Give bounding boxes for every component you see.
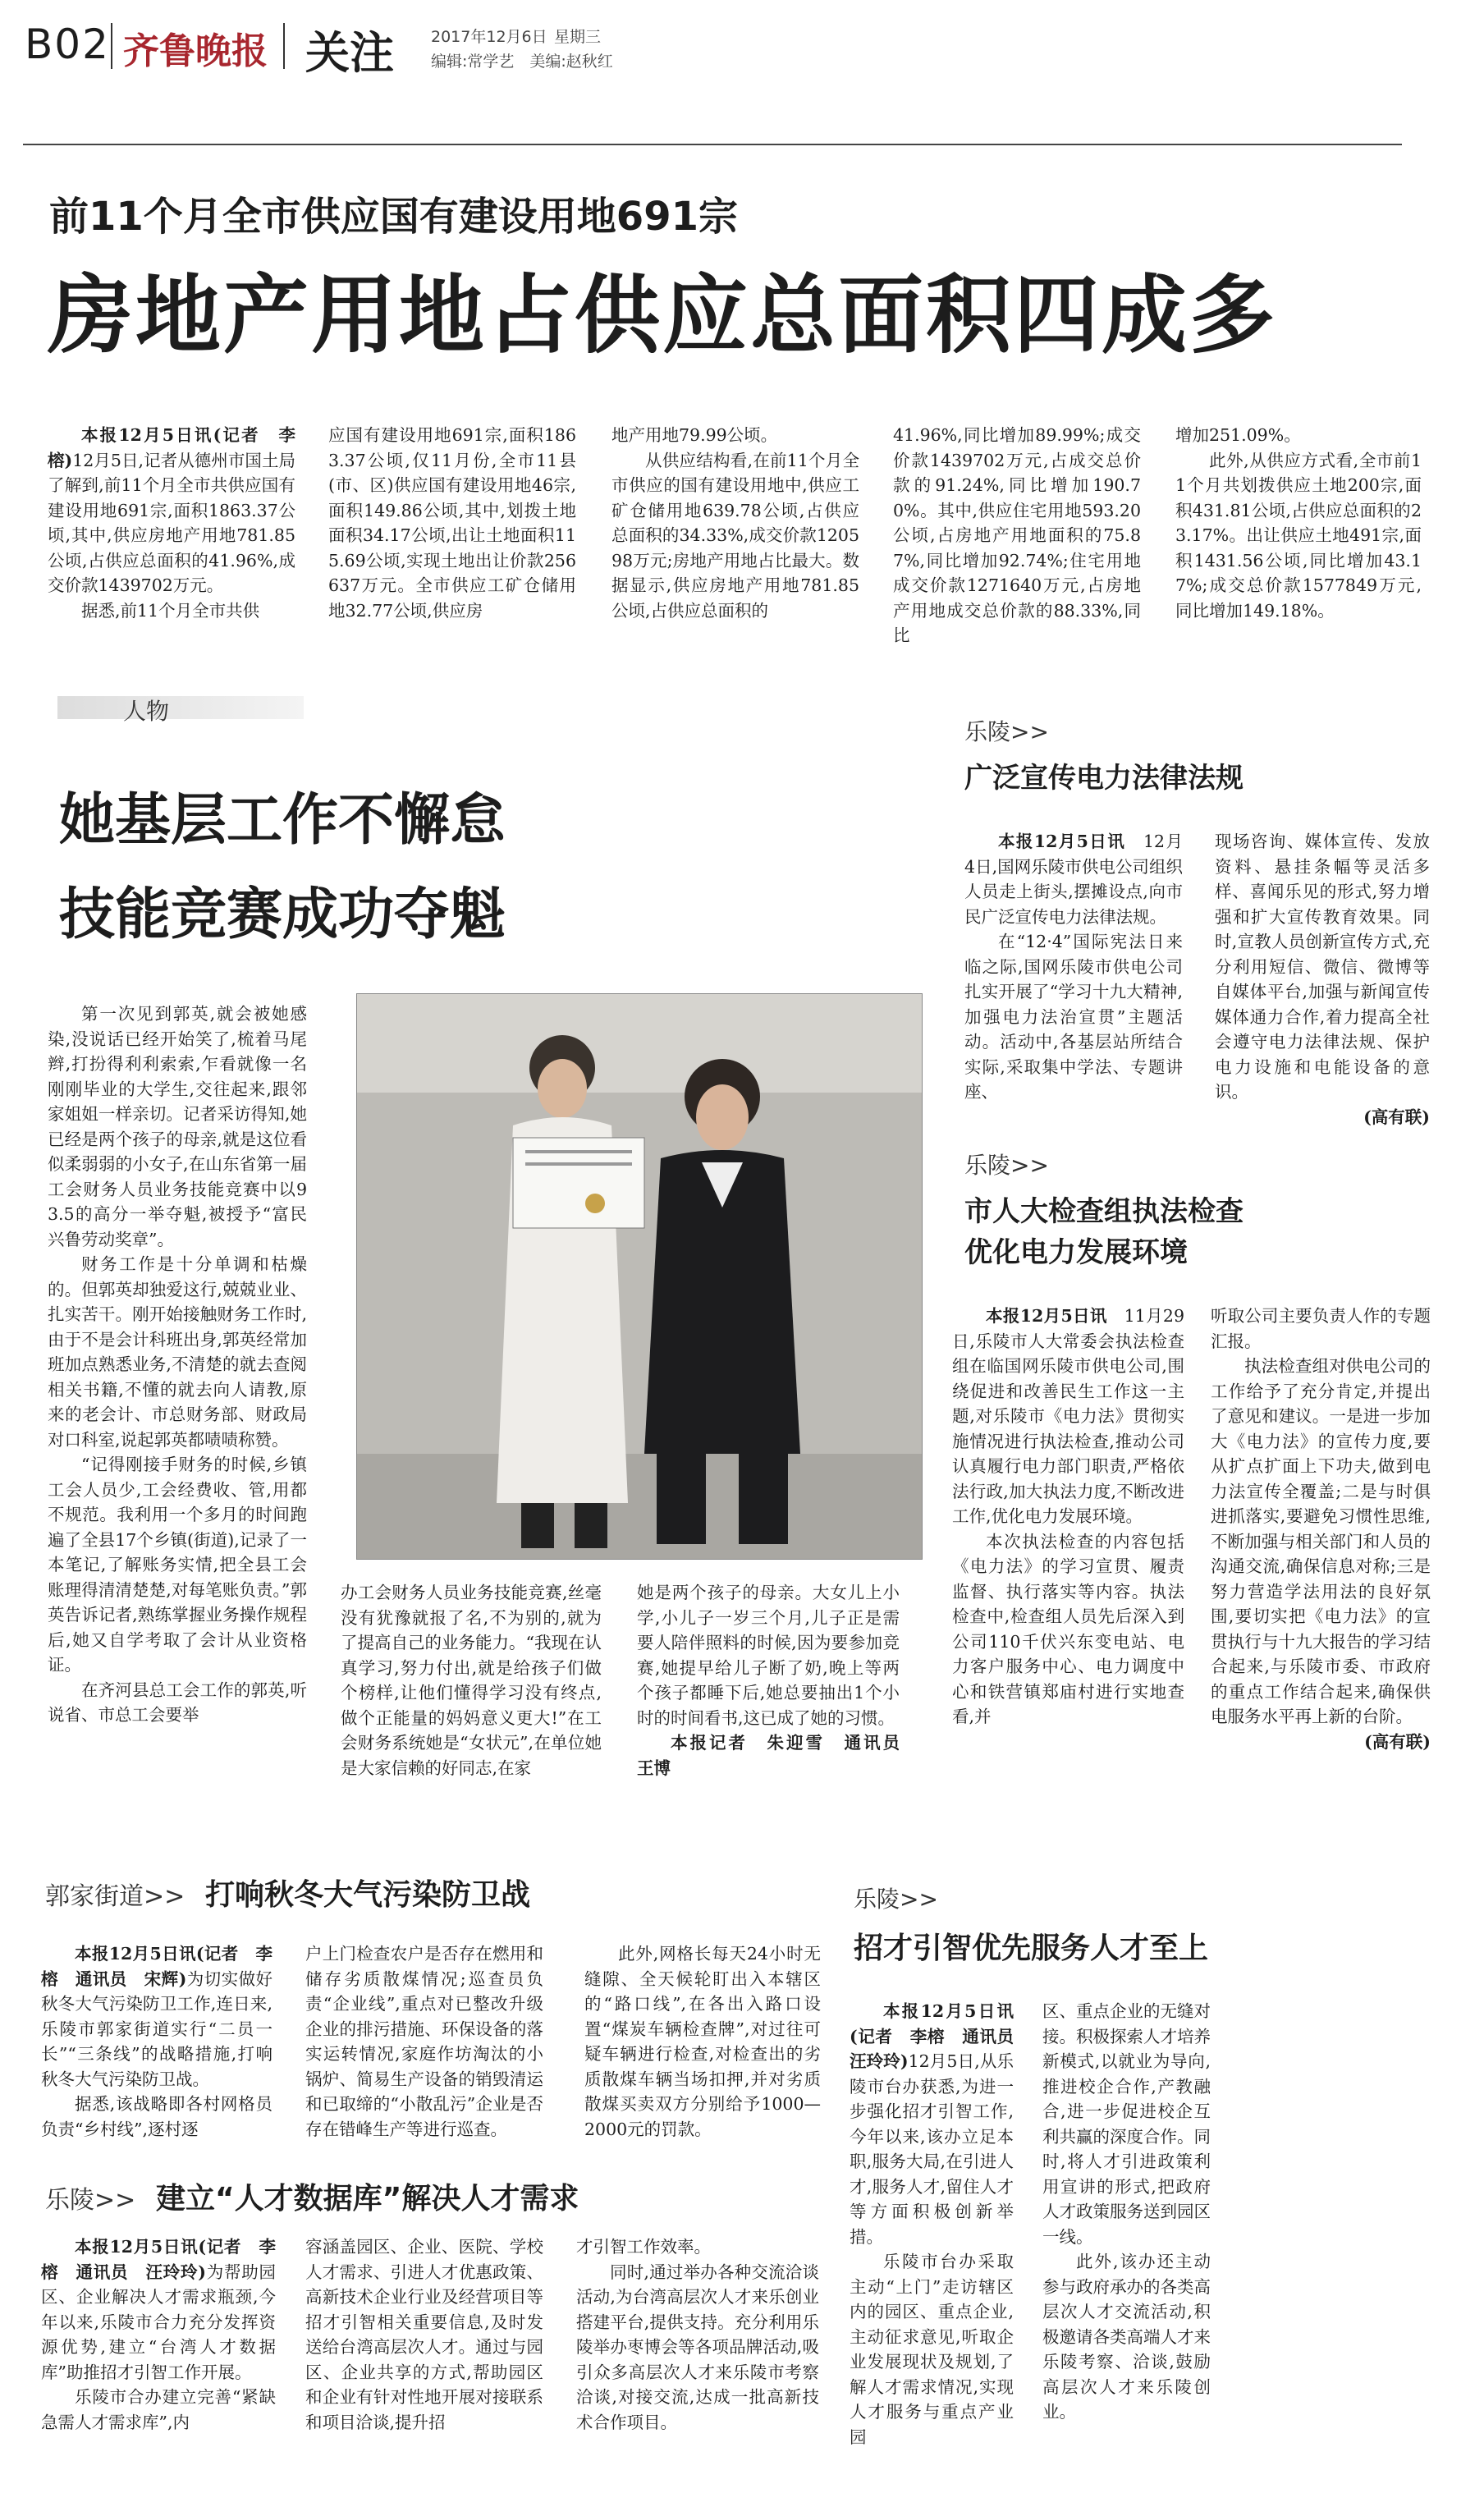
paragraph: 41.96%,同比增加89.99%;成交价款1439702万元,占成交总价款的91.24%,同比增加190.70%。其中,供应住宅用地593.20公顷,占房地产用地面积的75.87%,同比增加92.74%;住宅用地成交价款1271640万元,占房地产用地成交总价款的88.33%,同比 xyxy=(893,425,1141,645)
tag-bar xyxy=(57,696,304,719)
paragraph: 户上门检查农户是否存在燃用和储存劣质散煤情况;巡查员负责“企业线”,重点对已整改升级企业的排污措施、环保设备的落实运转情况,家庭作坊淘汰的小锅炉、简易生产设备的销毁清运和已取缔的“小散乱污”企业是否存在错峰生产等进行巡查。 xyxy=(305,1944,543,2139)
story-headline: 打响秋冬大气污染防卫战 xyxy=(205,1878,531,1912)
right2-column-1 xyxy=(952,1304,1184,1730)
page-number: B02 xyxy=(25,21,110,68)
editors: 编辑:常学艺 美编:赵秋红 xyxy=(431,53,613,71)
paragraph: 乐陵市台办采取主动“上门”走访辖区内的园区、重点企业,主动征求意见,听取企业发展现状及规划,了解人才需求情况,实现人才服务与重点产业园 xyxy=(850,2252,1014,2447)
lead-column-2 xyxy=(328,423,576,623)
right1-column-1 xyxy=(964,829,1183,1105)
profile-photo xyxy=(356,993,923,1560)
story-headline: 招才引智优先服务人才至上 xyxy=(854,1932,1209,1965)
lead-column-3 xyxy=(611,423,859,623)
story5-column-2 xyxy=(1042,1999,1211,2425)
paragraph: 她是两个孩子的母亲。大女儿上小学,小儿子一岁三个月,儿子正是需要人陪伴照料的时候,因为要参加竞赛,她提早给儿子断了奶,晚上等两个孩子都睡下后,她总要抽出1个小时的时间看书,这已成了她的习惯。 xyxy=(637,1583,900,1728)
story-tag: 乐陵>> xyxy=(854,1886,938,1913)
story4-column-2 xyxy=(305,2234,543,2435)
story3-column-2 xyxy=(305,1941,543,2142)
dateline: 本报12月5日讯(记者 李榕 通讯员 汪玲玲) xyxy=(850,2001,1031,2071)
masthead-divider xyxy=(111,23,112,69)
story3-column-3 xyxy=(584,1941,821,2142)
byline: (高有联) xyxy=(1364,1731,1431,1752)
paragraph: 从供应结构看,在前11个月全市供应的国有建设用地中,供应工矿仓储用地639.78公顷,占供应总面积的34.33%,成交价款120598万元;房地产用地占比最大。数据显示,供应房地产用地781.85公顷,占供应总面积的 xyxy=(611,450,859,621)
paragraph: 此外,该办还主动参与政府承办的各类高层次人才交流活动,积极邀请各类高端人才来乐陵考察、洽谈,鼓励高层次人才来乐陵创业。 xyxy=(1042,2252,1211,2422)
paragraph: 容涵盖园区、企业、医院、学校人才需求、引进人才优惠政策、高新技术企业行业及经营项目等招才引智相关重要信息,及时发送给台湾高层次人才。通过与园区、企业共享的方式,帮助园区和企业有针对性地开展对接联系和项目洽谈,提升招 xyxy=(305,2237,543,2432)
story-tag: 乐陵>> xyxy=(45,2186,136,2215)
lead-column-5 xyxy=(1175,423,1422,623)
lead-column-4 xyxy=(893,423,1141,648)
profile-headline-1: 她基层工作不懈怠 xyxy=(59,788,506,853)
paragraph: 据悉,该战略即各村网格员负责“乡村线”,逐村逐 xyxy=(41,2094,273,2139)
paragraph: 乐陵市合办建立完善“紧缺急需人才需求库”,内 xyxy=(41,2387,276,2432)
issue-weekday: 星期三 xyxy=(554,28,602,46)
issue-date: 2017年12月6日 xyxy=(431,28,547,46)
paragraph: 增加251.09%。 xyxy=(1175,425,1301,445)
paragraph: 12月4日,国网乐陵市供电公司组织人员走上街头,摆摊设点,向市民广泛宣传电力法律法规。 xyxy=(964,832,1184,927)
profile-column-1 xyxy=(48,1001,307,1728)
paragraph: 12月5日,从乐陵市台办获悉,为进一步强化招才引智工作,今年以来,该办立足本职,服务大局,在引进人才,服务人才,留住人才等方面积极创新举措。 xyxy=(850,2051,1014,2247)
profile-tag: 人物 xyxy=(123,698,170,725)
story-tag: 乐陵>> xyxy=(964,718,1049,745)
dateline: 本报12月5日讯 xyxy=(986,1306,1107,1326)
story-tag: 乐陵>> xyxy=(964,1152,1049,1179)
paragraph: 在“12·4”国际宪法日来临之际,国网乐陵市供电公司扎实开展了“学习十九大精神,加强电力法治宣贯”主题活动。活动中,各基层站所结合实际,采取集中学法、专题讲座、 xyxy=(964,932,1183,1102)
paragraph: 现场咨询、媒体宣传、发放资料、悬挂条幅等灵活多样、喜闻乐见的形式,努力增强和扩大宣传教育效果。同时,宣教人员创新宣传方式,充分利用短信、微信、微博等自媒体平台,加强与新闻宣传媒体通力合作,着力提高全社会遵守电力法律法规、保护电力设施和电能设备的意识。 xyxy=(1215,832,1430,1102)
byline: 本报记者 朱迎雪 通讯员 王博 xyxy=(637,1733,917,1778)
paragraph: 地产用地79.99公顷。 xyxy=(611,425,778,445)
photo-illustration xyxy=(357,994,923,1560)
story3-column-1 xyxy=(41,1941,273,2142)
story4-column-3 xyxy=(576,2234,819,2435)
section-title: 关注 xyxy=(305,27,394,79)
right2-column-2 xyxy=(1211,1304,1431,1754)
story-headline-1: 市人大检查组执法检查 xyxy=(964,1195,1244,1228)
masthead-divider xyxy=(283,23,285,69)
paragraph: 听取公司主要负责人作的专题汇报。 xyxy=(1211,1306,1431,1351)
paragraph: 才引智工作效率。 xyxy=(576,2237,711,2257)
paragraph: 12月5日,记者从德州市国土局了解到,前11个月全市共供应国有建设用地691宗,面积1863.37公顷,其中,供应房地产用地781.85公顷,占供应总面积的41.96%,成交价款1439702万元。 xyxy=(48,450,295,595)
paragraph: 在齐河县总工会工作的郭英,听说省、市总工会要举 xyxy=(48,1680,307,1725)
paragraph: 财务工作是十分单调和枯燥的。但郭英却独爱这行,兢兢业业、扎实苦干。刚开始接触财务工作时,由于不是会计科班出身,郭英经常加班加点熟悉业务,不清楚的就去查阅相关书籍,不懂的就去向人请教,原来的老会计、市总财务部、财政局对口科室,说起郭英都啧啧称赞。 xyxy=(48,1254,307,1450)
paragraph: 据悉,前11个月全市共供 xyxy=(81,600,260,621)
story-headline: 广泛宣传电力法律法规 xyxy=(964,762,1244,795)
paragraph: 执法检查组对供电公司的工作给予了充分肯定,并提出了意见和建议。一是进一步加大《电力法》的宣传力度,要从扩点扩面上下功夫,做到电力法宣传全覆盖;二是与时俱进抓落实,要避免习惯性思维,不断加强与相关部门和人员的沟通交流,确保信息对称;三是努力营造学法用法的良好氛围,要切实把《电力法》的宣贯执行与十九大报告的学习结合起来,与乐陵市委、市政府的重点工作结合起来,确保供电服务水平再上新的台阶。 xyxy=(1211,1356,1431,1726)
paragraph: 为切实做好秋冬大气污染防卫工作,连日来,乐陵市郭家街道实行“二员一长”“三条线”的战略措施,打响秋冬大气污染防卫战。 xyxy=(41,1968,273,2089)
right1-column-2 xyxy=(1215,829,1430,1130)
masthead-rule xyxy=(23,144,1402,145)
paragraph: 为帮助园区、企业解决人才需求瓶颈,今年以来,乐陵市合力充分发挥资源优势,建立“台湾人才数据库”助推招才引智工作开展。 xyxy=(41,2262,276,2382)
paragraph: 同时,通过举办各种交流洽谈活动,为台湾高层次人才来乐创业搭建平台,提供支持。充分利用乐陵举办枣博会等各项品牌活动,吸引众多高层次人才来乐陵市考察洽谈,对接交流,达成一批高新技术合作项目。 xyxy=(576,2262,819,2432)
profile-column-2 xyxy=(341,1580,602,1780)
lead-subtitle: 前11个月全市供应国有建设用地691宗 xyxy=(49,194,738,240)
lead-column-1 xyxy=(48,423,295,623)
story4-column-1 xyxy=(41,2234,276,2435)
byline: (高有联) xyxy=(1363,1107,1430,1127)
dateline: 本报12月5日讯(记者 李榕 通讯员 汪玲玲) xyxy=(41,2237,276,2282)
paragraph: 此外,从供应方式看,全市前11个月共划拨供应土地200宗,面积431.81公顷,占供应总面积的23.17%。出让供应土地491宗,面积1431.56公顷,同比增加43.17%;成交总价款1577849万元,同比增加149.18%。 xyxy=(1175,450,1422,621)
profile-column-3 xyxy=(637,1580,917,1780)
paragraph: 第一次见到郭英,就会被她感染,没说话已经开始笑了,梳着马尾辫,打扮得利利索索,乍看就像一名刚刚毕业的大学生,交往起来,跟邻家姐姐一样亲切。记者采访得知,她已经是两个孩子的母亲,就是这位看似柔弱弱的小女子,在山东省第一届工会财务人员业务技能竞赛中以93.5的高分一举夺魁,被授予“富民兴鲁劳动奖章”。 xyxy=(48,1004,307,1249)
paragraph: “记得刚接手财务的时候,乡镇工会人员少,工会经费收、管,用都不规范。我利用一个多月的时间跑遍了全县17个乡镇(街道),记录了一本笔记,了解账务实情,把全县工会账理得清清楚楚,对每笔账负责。”郭英告诉记者,熟练掌握业务操作规程后,她又自学考取了会计从业资格证。 xyxy=(48,1455,307,1675)
paragraph: 应国有建设用地691宗,面积1863.37公顷,仅11月份,全市11县(市、区)供应国有建设用地46宗,面积149.86公顷,其中,划拨土地面积34.17公顷,出让土地面积115.69公顷,实现土地出让价款256637万元。全市供应工矿仓储用地32.77公顷,供应房 xyxy=(328,425,576,621)
story-tag: 郭家街道>> xyxy=(45,1882,186,1911)
story-headline-2: 优化电力发展环境 xyxy=(964,1236,1188,1269)
dateline: 本报12月5日讯 xyxy=(998,832,1126,851)
lead-headline: 房地产用地占供应总面积四成多 xyxy=(48,265,1278,365)
paragraph: 区、重点企业的无缝对接。积极探索人才培养新模式,以就业为导向,推进校企合作,产教融合,进一步促进校企互利共赢的深度合作。同时,将人才引进政策利用宣讲的形式,把政府人才政策服务送到园区一线。 xyxy=(1042,2001,1211,2247)
newspaper-logo: 齐鲁晚报 xyxy=(123,30,268,72)
dateline: 本报12月5日讯(记者 李榕 通讯员 宋辉) xyxy=(41,1944,273,1989)
profile-headline-2: 技能竞赛成功夺魁 xyxy=(59,882,506,947)
paragraph: 此外,网格长每天24小时无缝隙、全天候轮盯出入本辖区的“路口线”,在各出入路口设置“煤炭车辆检查牌”,对过往可疑车辆进行检查,对检查出的劣质散煤车辆当场扣押,并对劣质散煤买卖双方分别给予1000—2000元的罚款。 xyxy=(584,1944,821,2139)
story5-column-1 xyxy=(850,1999,1031,2450)
paragraph: 11月29日,乐陵市人大常委会执法检查组在临国网乐陵市供电公司,围绕促进和改善民生工作这一主题,对乐陵市《电力法》贯彻实施情况进行执法检查,推动公司认真履行电力部门职责,严格依法行政,加大执法力度,不断改进工作,优化电力发展环境。 xyxy=(952,1306,1185,1526)
paragraph: 本次执法检查的内容包括《电力法》的学习宣贯、履责监督、执行落实等内容。执法检查中,检查组人员先后深入到公司110千伏兴东变电站、电力客户服务中心、电力调度中心和铁营镇郑庙村进行实地查看,并 xyxy=(952,1531,1184,1726)
story-headline: 建立“人才数据库”解决人才需求 xyxy=(156,2182,579,2216)
dateline: 本报12月5日讯(记者 李榕) xyxy=(48,425,295,470)
paragraph: 办工会财务人员业务技能竞赛,丝毫没有犹豫就报了名,不为别的,就为了提高自己的业务能力。“我现在认真学习,努力付出,就是给孩子们做个榜样,让他们懂得学习没有终点,做个正能量的妈妈意义更大!”在工会财务系统她是“女状元”,在单位她是大家信赖的好同志,在家 xyxy=(341,1583,602,1778)
